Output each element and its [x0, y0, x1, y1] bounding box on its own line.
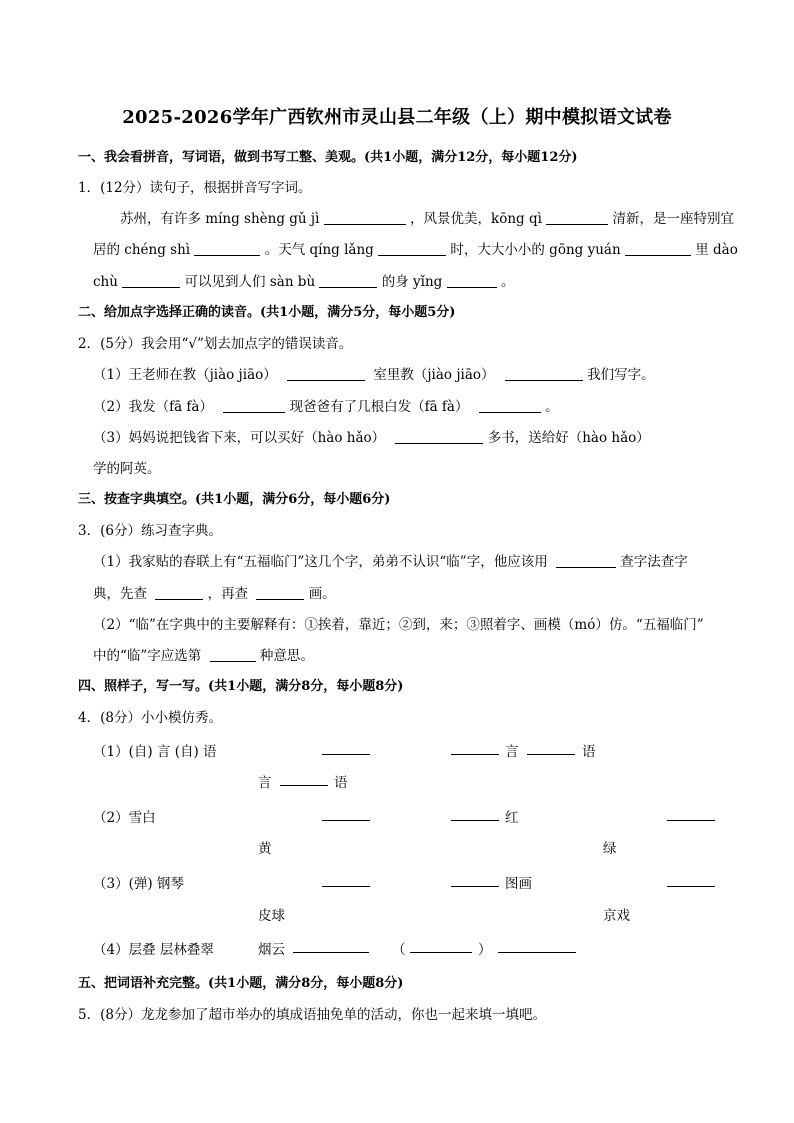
q4-row-1-yu: 语: [582, 744, 596, 760]
question-1-line-2: [93, 238, 738, 258]
q4-row-3-label: （3）(弹) 钢琴: [93, 876, 184, 892]
text: 。: [500, 274, 515, 290]
text: （3）妈妈说把钱省下来，可以买好（hào hǎo）: [93, 430, 386, 446]
answer-blank[interactable]: [322, 740, 370, 755]
text: 可以见到人们 sàn bù: [184, 274, 316, 290]
text: 时，大大小小的 gōng yuán: [450, 242, 621, 258]
answer-blank[interactable]: [287, 366, 365, 381]
answer-blank[interactable]: [122, 273, 180, 288]
section-2-header: 二、给加点字选择正确的读音。(共1小题，满分5分，每小题5分): [78, 305, 456, 320]
answer-blank[interactable]: [223, 398, 285, 413]
text: 居的 chéng shì: [93, 242, 191, 258]
q4-row-4-yanyun: 烟云: [258, 942, 285, 958]
q4-row-1-label: （1）(自) 言 (自) 语: [93, 744, 217, 760]
section-3-header: 三、按查字典填空。(共1小题，满分6分，每小题6分): [78, 492, 391, 507]
q4-row-2-hong: 红: [505, 810, 519, 826]
text: 清新，是一座特别宜: [612, 211, 735, 227]
answer-blank[interactable]: [410, 938, 472, 953]
question-3: 3．(6分）练习查字典。: [78, 523, 222, 539]
answer-blank[interactable]: [319, 273, 377, 288]
text: 画。: [308, 586, 336, 602]
q4-row-4-rparen: ）: [478, 942, 492, 958]
text: 。: [545, 399, 559, 415]
answer-blank[interactable]: [395, 429, 483, 444]
question-4: 4．(8分）小小模仿秀。: [78, 710, 222, 726]
question-3-item-1-cont: [93, 582, 336, 602]
section-1-header: 一、我会看拼音，写词语，做到书写工整、美观。(共1小题，满分12分，每小题12分): [78, 150, 578, 165]
question-1-line-1: [120, 207, 734, 227]
section-5-header: 五、把词语补充完整。(共1小题，满分8分，每小题8分): [78, 976, 404, 991]
text: 的身 yǐng: [381, 274, 443, 290]
answer-blank[interactable]: [322, 872, 370, 887]
text: （1）王老师在教（jiào jiāo）: [93, 367, 277, 383]
answer-blank[interactable]: [280, 771, 328, 786]
answer-blank[interactable]: [447, 273, 497, 288]
q4-row-2-lv: 绿: [603, 841, 617, 857]
answer-blank[interactable]: [667, 806, 715, 821]
q4-row-4-lparen: （: [392, 942, 406, 958]
question-5: 5．(8分）龙龙参加了超市举办的填成语抽免单的活动，你也一起来填一填吧。: [78, 1007, 546, 1023]
question-3-item-2: （2）“临”在字典中的主要解释有：①挨着，靠近；②到，来；③照着字、画模（mó）仿。“五福临门”: [93, 617, 704, 633]
text: 典，先查: [93, 586, 147, 602]
text: 种意思。: [259, 648, 314, 664]
text: 查字法查字: [620, 554, 688, 570]
answer-blank[interactable]: [451, 872, 499, 887]
q4-row-1b-yan: 言: [258, 775, 272, 791]
answer-blank[interactable]: [556, 553, 616, 568]
question-2-item-3-cont: 学的阿英。: [93, 461, 161, 477]
q4-row-1b-yu: 语: [334, 775, 348, 791]
text: 。天气 qíng lǎng: [264, 242, 374, 258]
question-1-line-3: [93, 270, 514, 290]
question-2-item-2: [93, 395, 559, 415]
q4-row-3-piqiu: 皮球: [258, 908, 285, 924]
exam-title: 2025-2026学年广西钦州市灵山县二年级（上）期中模拟语文试卷: [122, 107, 672, 128]
answer-blank[interactable]: [479, 398, 541, 413]
text: 我们写字。: [587, 367, 655, 383]
answer-blank[interactable]: [194, 241, 260, 256]
question-2: 2．(5分）我会用“√”划去加点字的错误读音。: [78, 336, 353, 352]
section-4-header: 四、照样子，写一写。(共1小题，满分8分，每小题8分): [78, 679, 404, 694]
text: （2）我发（fā fà）: [93, 399, 213, 415]
answer-blank[interactable]: [498, 938, 576, 953]
q4-row-1-yan: 言: [505, 744, 519, 760]
text: 多书，送给好（hào hǎo）: [487, 430, 650, 446]
question-2-item-1: [93, 363, 655, 383]
text: ，再查: [207, 586, 249, 602]
answer-blank[interactable]: [378, 241, 446, 256]
text: 现爸爸有了几根白发（fā fà）: [289, 399, 469, 415]
q4-row-3-tuhua: 图画: [505, 876, 532, 892]
answer-blank[interactable]: [324, 210, 406, 225]
answer-blank[interactable]: [667, 872, 715, 887]
text: 苏州，有许多 míng shèng gǔ jì: [120, 211, 320, 227]
answer-blank[interactable]: [155, 585, 203, 600]
answer-blank[interactable]: [505, 366, 583, 381]
text: ，风景优美，kōng qì: [410, 211, 542, 227]
q4-row-4-label: （4）层叠 层林叠翠: [93, 942, 214, 958]
answer-blank[interactable]: [625, 241, 691, 256]
q4-row-3-jingxi: 京戏: [603, 908, 630, 924]
answer-blank[interactable]: [527, 740, 575, 755]
text: 中的“临”字应选第: [93, 648, 202, 664]
answer-blank[interactable]: [293, 938, 369, 953]
q4-row-2-label: （2）雪白: [93, 810, 156, 826]
text: 室里教（jiào jiāo）: [373, 367, 495, 383]
answer-blank[interactable]: [210, 647, 256, 662]
answer-blank[interactable]: [322, 806, 370, 821]
answer-blank[interactable]: [451, 806, 499, 821]
answer-blank[interactable]: [546, 210, 608, 225]
question-2-item-3: [93, 426, 650, 446]
answer-blank[interactable]: [256, 585, 304, 600]
question-3-item-1: [93, 550, 688, 570]
question-1: 1．(12分）读句子，根据拼音写字词。: [78, 180, 312, 196]
answer-blank[interactable]: [451, 740, 499, 755]
text: （1）我家贴的春联上有“五福临门”这几个字，弟弟不认识“临”字，他应该用: [93, 554, 548, 570]
question-3-item-2-cont: [93, 644, 314, 664]
q4-row-2-huang: 黄: [258, 841, 272, 857]
text: 里 dào: [695, 242, 738, 258]
text: chù: [93, 274, 118, 290]
